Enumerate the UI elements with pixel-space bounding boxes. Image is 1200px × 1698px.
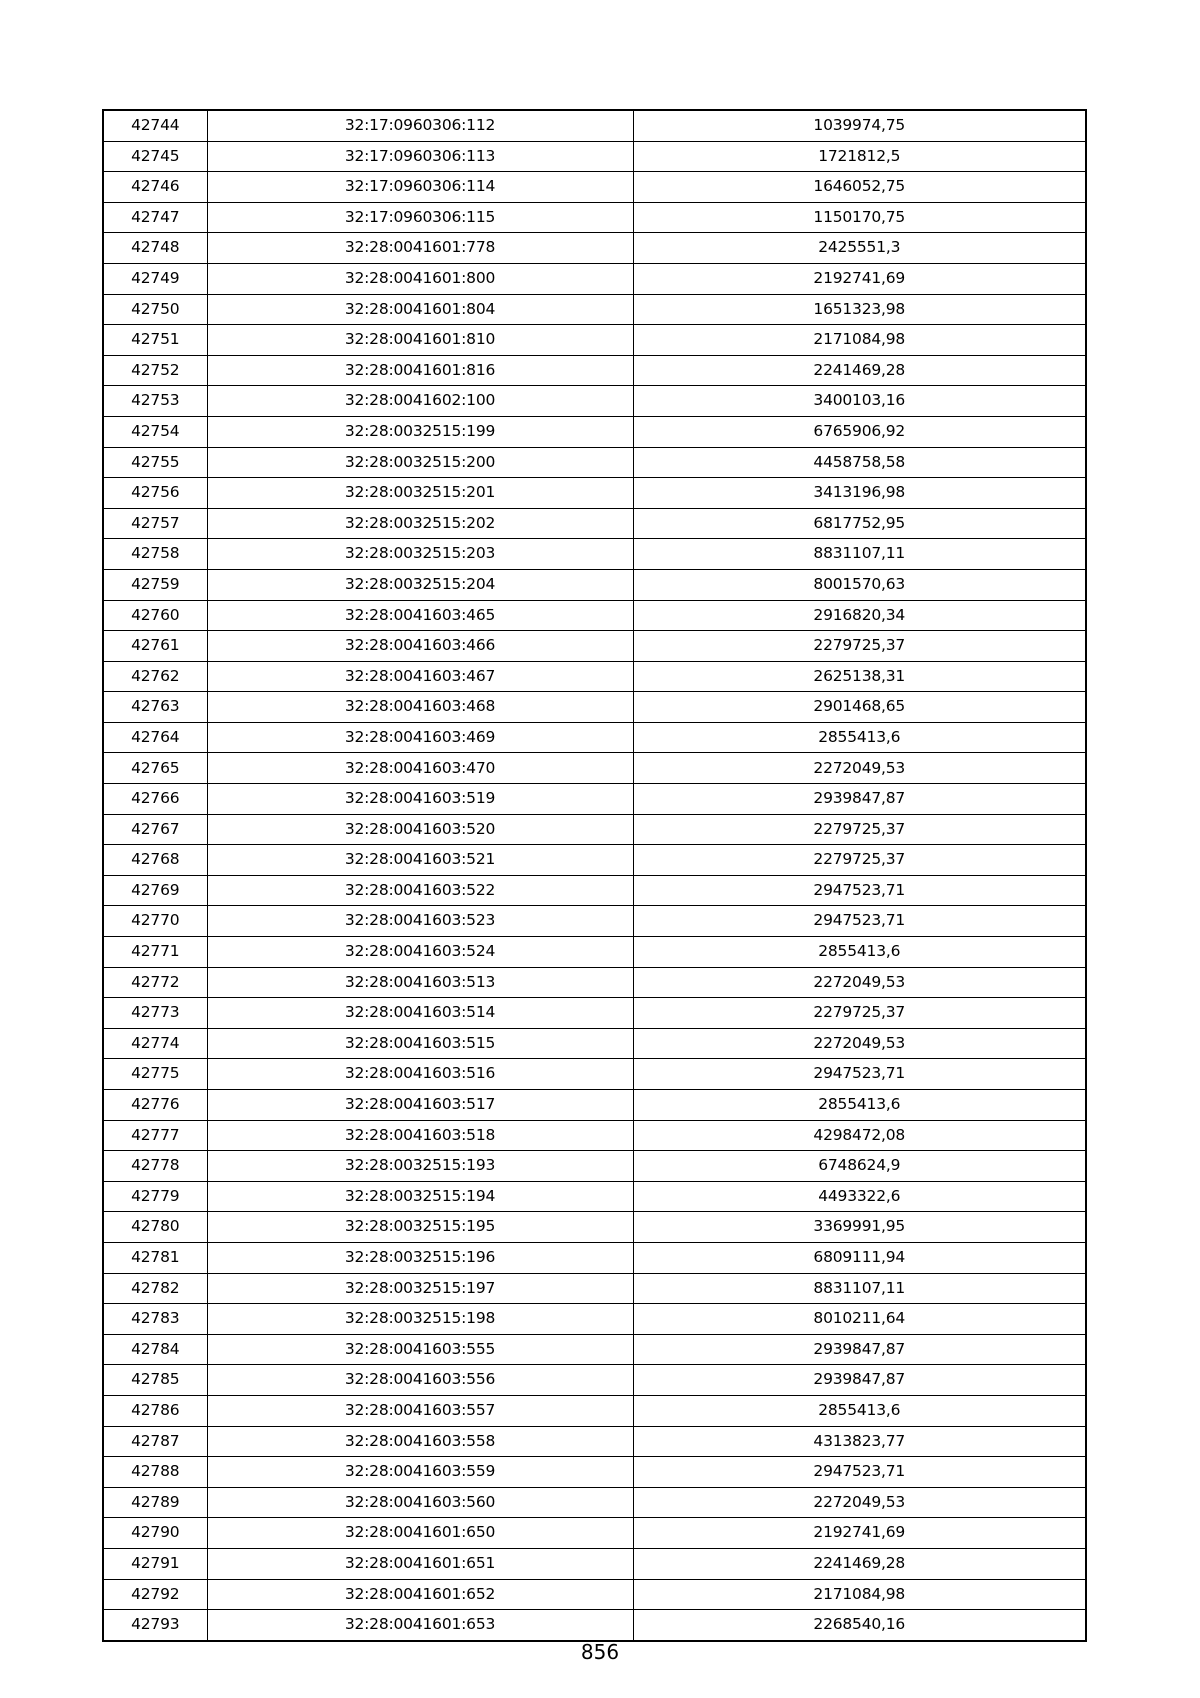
- cadastral-value-cell: 2425551,3: [633, 233, 1086, 264]
- table-row: [103, 753, 1086, 784]
- cadastral-value-cell: 2171084,98: [633, 1579, 1086, 1610]
- cadastral-number-cell: 32:28:0041603:469: [207, 722, 633, 753]
- cadastral-number-cell: 32:28:0041603:521: [207, 845, 633, 876]
- table-row: [103, 325, 1086, 356]
- cadastral-value-cell: 2279725,37: [633, 998, 1086, 1029]
- table-row: [103, 508, 1086, 539]
- cadastral-value-cell: 2947523,71: [633, 1457, 1086, 1488]
- table-row: [103, 1059, 1086, 1090]
- cadastral-number-cell: 32:28:0041603:468: [207, 692, 633, 723]
- cadastral-number-cell: 32:28:0041601:816: [207, 355, 633, 386]
- row-number-cell: 42762: [103, 661, 207, 692]
- cadastral-number-cell: 32:28:0032515:203: [207, 539, 633, 570]
- row-number-cell: 42780: [103, 1212, 207, 1243]
- table-row: [103, 172, 1086, 203]
- row-number-cell: 42778: [103, 1151, 207, 1182]
- cadastral-number-cell: 32:28:0041603:556: [207, 1365, 633, 1396]
- cadastral-value-cell: 3400103,16: [633, 386, 1086, 417]
- table-row: [103, 784, 1086, 815]
- row-number-cell: 42753: [103, 386, 207, 417]
- row-number-cell: 42775: [103, 1059, 207, 1090]
- cadastral-number-cell: 32:28:0041603:560: [207, 1487, 633, 1518]
- cadastral-value-cell: 1651323,98: [633, 294, 1086, 325]
- cadastral-value-cell: 2279725,37: [633, 631, 1086, 662]
- cadastral-number-cell: 32:28:0041603:559: [207, 1457, 633, 1488]
- cadastral-number-cell: 32:28:0032515:195: [207, 1212, 633, 1243]
- cadastral-number-cell: 32:28:0032515:194: [207, 1181, 633, 1212]
- row-number-cell: 42790: [103, 1518, 207, 1549]
- table-row: [103, 1304, 1086, 1335]
- row-number-cell: 42750: [103, 294, 207, 325]
- cadastral-number-cell: 32:28:0041601:653: [207, 1610, 633, 1641]
- cadastral-value-cell: 8831107,11: [633, 1273, 1086, 1304]
- row-number-cell: 42754: [103, 416, 207, 447]
- table-row: [103, 1457, 1086, 1488]
- cadastral-number-cell: 32:17:0960306:112: [207, 110, 633, 141]
- table-row: [103, 1426, 1086, 1457]
- cadastral-number-cell: 32:28:0041603:515: [207, 1028, 633, 1059]
- table-row: [103, 998, 1086, 1029]
- cadastral-value-cell: 2916820,34: [633, 600, 1086, 631]
- table-row: [103, 355, 1086, 386]
- cadastral-value-cell: 2272049,53: [633, 1487, 1086, 1518]
- row-number-cell: 42761: [103, 631, 207, 662]
- table-row: [103, 1610, 1086, 1641]
- table-row: [103, 1028, 1086, 1059]
- row-number-cell: 42764: [103, 722, 207, 753]
- cadastral-number-cell: 32:28:0041603:465: [207, 600, 633, 631]
- cadastral-value-cell: 2171084,98: [633, 325, 1086, 356]
- row-number-cell: 42786: [103, 1395, 207, 1426]
- row-number-cell: 42749: [103, 263, 207, 294]
- table-row: [103, 1579, 1086, 1610]
- row-number-cell: 42783: [103, 1304, 207, 1335]
- table-row: [103, 1181, 1086, 1212]
- row-number-cell: 42759: [103, 569, 207, 600]
- cadastral-value-cell: 2241469,28: [633, 1548, 1086, 1579]
- cadastral-number-cell: 32:28:0041603:557: [207, 1395, 633, 1426]
- cadastral-number-cell: 32:28:0041603:517: [207, 1090, 633, 1121]
- cadastral-value-cell: 2947523,71: [633, 875, 1086, 906]
- cadastral-value-cell: 4493322,6: [633, 1181, 1086, 1212]
- table-row: [103, 1518, 1086, 1549]
- cadastral-number-cell: 32:28:0041603:470: [207, 753, 633, 784]
- table-row: [103, 906, 1086, 937]
- row-number-cell: 42787: [103, 1426, 207, 1457]
- cadastral-value-cell: 8001570,63: [633, 569, 1086, 600]
- row-number-cell: 42757: [103, 508, 207, 539]
- cadastral-number-cell: 32:17:0960306:115: [207, 202, 633, 233]
- row-number-cell: 42755: [103, 447, 207, 478]
- table-body: [103, 110, 1086, 1641]
- cadastral-number-cell: 32:28:0041603:558: [207, 1426, 633, 1457]
- cadastral-number-cell: 32:28:0041603:466: [207, 631, 633, 662]
- cadastral-value-cell: 3413196,98: [633, 478, 1086, 509]
- row-number-cell: 42752: [103, 355, 207, 386]
- table-row: [103, 661, 1086, 692]
- cadastral-number-cell: 32:28:0041603:516: [207, 1059, 633, 1090]
- cadastral-number-cell: 32:28:0041603:520: [207, 814, 633, 845]
- cadastral-value-cell: 2272049,53: [633, 967, 1086, 998]
- cadastral-value-cell: 2855413,6: [633, 937, 1086, 968]
- table-row: [103, 1365, 1086, 1396]
- row-number-cell: 42789: [103, 1487, 207, 1518]
- cadastral-value-cell: 1646052,75: [633, 172, 1086, 203]
- cadastral-value-cell: 1150170,75: [633, 202, 1086, 233]
- cadastral-value-cell: 1039974,75: [633, 110, 1086, 141]
- table-row: [103, 1120, 1086, 1151]
- cadastral-number-cell: 32:28:0041603:467: [207, 661, 633, 692]
- cadastral-number-cell: 32:28:0041602:100: [207, 386, 633, 417]
- cadastral-value-cell: 2272049,53: [633, 1028, 1086, 1059]
- cadastral-number-cell: 32:28:0041603:518: [207, 1120, 633, 1151]
- table-row: [103, 1487, 1086, 1518]
- cadastral-number-cell: 32:28:0041601:804: [207, 294, 633, 325]
- table-row: [103, 600, 1086, 631]
- row-number-cell: 42785: [103, 1365, 207, 1396]
- cadastral-number-cell: 32:28:0032515:193: [207, 1151, 633, 1182]
- table-row: [103, 967, 1086, 998]
- cadastral-number-cell: 32:28:0032515:201: [207, 478, 633, 509]
- row-number-cell: 42782: [103, 1273, 207, 1304]
- table-row: [103, 141, 1086, 172]
- page-number: 856: [580, 1640, 620, 1664]
- row-number-cell: 42781: [103, 1242, 207, 1273]
- cadastral-value-cell: 6817752,95: [633, 508, 1086, 539]
- cadastral-number-cell: 32:28:0041603:523: [207, 906, 633, 937]
- table-row: [103, 1334, 1086, 1365]
- table-row: [103, 875, 1086, 906]
- cadastral-number-cell: 32:17:0960306:113: [207, 141, 633, 172]
- cadastral-number-cell: 32:28:0041601:800: [207, 263, 633, 294]
- cadastral-value-cell: 6748624,9: [633, 1151, 1086, 1182]
- table-row: [103, 569, 1086, 600]
- table-row: [103, 937, 1086, 968]
- cadastral-value-cell: 2939847,87: [633, 1334, 1086, 1365]
- table-row: [103, 233, 1086, 264]
- table-row: [103, 294, 1086, 325]
- cadastral-value-cell: 2192741,69: [633, 1518, 1086, 1549]
- row-number-cell: 42747: [103, 202, 207, 233]
- table-row: [103, 814, 1086, 845]
- cadastral-value-cell: 8831107,11: [633, 539, 1086, 570]
- row-number-cell: 42760: [103, 600, 207, 631]
- cadastral-value-cell: 2855413,6: [633, 1395, 1086, 1426]
- table-row: [103, 1151, 1086, 1182]
- cadastral-value-cell: 2241469,28: [633, 355, 1086, 386]
- table-row: [103, 845, 1086, 876]
- table-row: [103, 202, 1086, 233]
- cadastral-number-cell: 32:28:0041601:650: [207, 1518, 633, 1549]
- cadastral-number-cell: 32:28:0032515:197: [207, 1273, 633, 1304]
- table-row: [103, 416, 1086, 447]
- cadastral-value-cell: 2192741,69: [633, 263, 1086, 294]
- row-number-cell: 42751: [103, 325, 207, 356]
- table-row: [103, 110, 1086, 141]
- row-number-cell: 42769: [103, 875, 207, 906]
- cadastral-number-cell: 32:28:0041603:514: [207, 998, 633, 1029]
- table-row: [103, 478, 1086, 509]
- cadastral-number-cell: 32:28:0041601:651: [207, 1548, 633, 1579]
- cadastral-value-cell: 2279725,37: [633, 845, 1086, 876]
- cadastral-value-cell: 2855413,6: [633, 1090, 1086, 1121]
- cadastral-value-cell: 1721812,5: [633, 141, 1086, 172]
- row-number-cell: 42758: [103, 539, 207, 570]
- cadastral-number-cell: 32:28:0041603:522: [207, 875, 633, 906]
- cadastral-number-cell: 32:28:0041603:519: [207, 784, 633, 815]
- cadastral-value-cell: 2272049,53: [633, 753, 1086, 784]
- cadastral-number-cell: 32:28:0032515:204: [207, 569, 633, 600]
- row-number-cell: 42792: [103, 1579, 207, 1610]
- row-number-cell: 42772: [103, 967, 207, 998]
- row-number-cell: 42767: [103, 814, 207, 845]
- cadastral-number-cell: 32:28:0041601:652: [207, 1579, 633, 1610]
- cadastral-number-cell: 32:28:0032515:196: [207, 1242, 633, 1273]
- cadastral-value-cell: 2947523,71: [633, 906, 1086, 937]
- row-number-cell: 42746: [103, 172, 207, 203]
- cadastral-value-cell: 3369991,95: [633, 1212, 1086, 1243]
- row-number-cell: 42748: [103, 233, 207, 264]
- row-number-cell: 42774: [103, 1028, 207, 1059]
- cadastral-number-cell: 32:28:0041601:778: [207, 233, 633, 264]
- row-number-cell: 42756: [103, 478, 207, 509]
- row-number-cell: 42773: [103, 998, 207, 1029]
- table-row: [103, 631, 1086, 662]
- row-number-cell: 42768: [103, 845, 207, 876]
- cadastral-value-cell: 2947523,71: [633, 1059, 1086, 1090]
- row-number-cell: 42793: [103, 1610, 207, 1641]
- cadastral-value-cell: 6809111,94: [633, 1242, 1086, 1273]
- cadastral-value-table: [102, 109, 1087, 1642]
- row-number-cell: 42765: [103, 753, 207, 784]
- table-row: [103, 1273, 1086, 1304]
- cadastral-value-cell: 8010211,64: [633, 1304, 1086, 1335]
- table-row: [103, 1395, 1086, 1426]
- cadastral-number-cell: 32:28:0041603:555: [207, 1334, 633, 1365]
- cadastral-value-cell: 2939847,87: [633, 1365, 1086, 1396]
- row-number-cell: 42788: [103, 1457, 207, 1488]
- row-number-cell: 42777: [103, 1120, 207, 1151]
- cadastral-value-cell: 4313823,77: [633, 1426, 1086, 1457]
- table-row: [103, 1242, 1086, 1273]
- cadastral-number-cell: 32:28:0032515:198: [207, 1304, 633, 1335]
- row-number-cell: 42766: [103, 784, 207, 815]
- cadastral-number-cell: 32:28:0041603:513: [207, 967, 633, 998]
- cadastral-value-cell: 2855413,6: [633, 722, 1086, 753]
- table-row: [103, 1548, 1086, 1579]
- row-number-cell: 42763: [103, 692, 207, 723]
- cadastral-value-cell: 2901468,65: [633, 692, 1086, 723]
- cadastral-number-cell: 32:28:0041603:524: [207, 937, 633, 968]
- cadastral-value-cell: 6765906,92: [633, 416, 1086, 447]
- row-number-cell: 42784: [103, 1334, 207, 1365]
- cadastral-number-cell: 32:28:0032515:199: [207, 416, 633, 447]
- cadastral-value-cell: 2625138,31: [633, 661, 1086, 692]
- cadastral-number-cell: 32:28:0032515:202: [207, 508, 633, 539]
- cadastral-number-cell: 32:28:0041601:810: [207, 325, 633, 356]
- table-row: [103, 1090, 1086, 1121]
- table-row: [103, 539, 1086, 570]
- table-row: [103, 386, 1086, 417]
- cadastral-value-cell: 2279725,37: [633, 814, 1086, 845]
- table-row: [103, 1212, 1086, 1243]
- table-row: [103, 263, 1086, 294]
- row-number-cell: 42791: [103, 1548, 207, 1579]
- cadastral-value-cell: 2939847,87: [633, 784, 1086, 815]
- table-row: [103, 692, 1086, 723]
- row-number-cell: 42771: [103, 937, 207, 968]
- cadastral-value-cell: 4298472,08: [633, 1120, 1086, 1151]
- row-number-cell: 42745: [103, 141, 207, 172]
- cadastral-number-cell: 32:28:0032515:200: [207, 447, 633, 478]
- table-row: [103, 447, 1086, 478]
- row-number-cell: 42770: [103, 906, 207, 937]
- row-number-cell: 42744: [103, 110, 207, 141]
- table-row: [103, 722, 1086, 753]
- cadastral-value-cell: 4458758,58: [633, 447, 1086, 478]
- cadastral-number-cell: 32:17:0960306:114: [207, 172, 633, 203]
- row-number-cell: 42779: [103, 1181, 207, 1212]
- cadastral-value-cell: 2268540,16: [633, 1610, 1086, 1641]
- row-number-cell: 42776: [103, 1090, 207, 1121]
